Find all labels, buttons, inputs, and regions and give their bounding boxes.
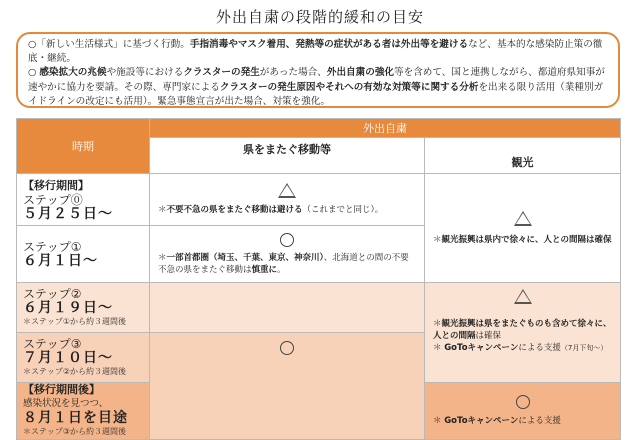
tourism-date-note: （7月下旬～）: [560, 344, 608, 352]
period-date: ６月１日～: [23, 253, 98, 269]
tourism-text: [433, 342, 612, 354]
notice-text: など、基本的な感染防止策の徹底・継続。: [28, 39, 603, 65]
tourism-cell: [425, 174, 621, 283]
period-context: 感染状況を見つつ、: [23, 398, 109, 409]
header-tourism: [425, 138, 621, 174]
bullet: ＊: [433, 234, 442, 245]
tourism-text: [433, 318, 612, 342]
tourism-cell: [425, 383, 621, 440]
period-tag: 【移行期間後】: [23, 383, 100, 396]
cross-cell: [150, 226, 425, 283]
cross-cell: [150, 174, 425, 226]
period-cell: [17, 333, 150, 383]
tourism-cell: [425, 283, 621, 383]
period-date: ５月２５日～: [23, 205, 113, 222]
period-cell: [17, 174, 150, 226]
tourism-detail: による支援: [518, 343, 561, 353]
tourism-emphasis: GoToキャンペーン: [444, 343, 519, 353]
tourism-emphasis: GoToキャンペーン: [444, 416, 519, 426]
notice-text: があった場合、: [259, 67, 327, 79]
header-cross-label: 県をまたぐ移動等: [243, 143, 331, 156]
period-date: ６月１９日～: [23, 299, 113, 316]
cross-detail: 。: [277, 264, 286, 275]
table-row: [17, 283, 621, 333]
tourism-text: [433, 415, 612, 427]
header-period: 時期: [17, 119, 150, 174]
tourism-emphasis: 観光振興は県をまたぐものも含めて徐々に、人との間隔: [433, 319, 612, 341]
period-step: ステップ②: [23, 286, 82, 301]
period-cell: [17, 226, 150, 283]
cross-text: [158, 204, 416, 216]
cross-text: [158, 252, 416, 276]
notice-text: ○: [28, 67, 40, 79]
notice-emphasis: 感染拡大の兆候: [39, 67, 107, 79]
phase-table: [16, 118, 621, 440]
cross-emphasis: 不要不急の県をまたぐ移動は避ける: [166, 205, 303, 215]
bullet: ＊: [433, 319, 442, 329]
notice-emphasis: 手指消毒やマスク着用、発熱等の症状がある者は外出等を避ける: [189, 39, 469, 50]
period-step: ステップ⓪: [23, 192, 83, 207]
period-step: ステップ③: [23, 336, 82, 351]
notice-line-1: [28, 38, 608, 66]
period-step: ステップ①: [23, 240, 82, 254]
notice-text: や施設等における: [106, 67, 184, 79]
tourism-detail: は確保: [475, 331, 502, 341]
period-tag: 【移行期間】: [23, 178, 89, 192]
notice-emphasis: クラスターの発生原因やそれへの有効な対策等に関する分析: [219, 81, 479, 93]
tourism-emphasis: 観光振興は県内で徐々に、人との間隔は確保: [441, 234, 612, 245]
tourism-detail: による支援: [518, 416, 561, 426]
triangle-symbol-icon: [514, 289, 532, 304]
bullet: ＊: [158, 205, 167, 215]
period-cell: [17, 283, 150, 333]
bullet: ＊: [433, 343, 445, 353]
bullet: ＊: [158, 252, 167, 263]
circle-symbol-icon: [516, 395, 530, 409]
period-date: ７月１０日～: [23, 349, 113, 366]
circle-symbol-icon: [280, 341, 294, 355]
notice-text: 等を含めて、国と連携しながら、都道府県知事が速やかに協力を要請。その際、専門家による: [28, 67, 605, 93]
notice-line-2: [28, 66, 608, 109]
notice-emphasis: クラスターの発生: [183, 67, 260, 79]
period-note: ＊ステップ②から約３週間後: [23, 366, 127, 376]
notice-text: を出来る限り活用（業種別ガイドラインの改定にも活用）。緊急事態宣言が出た場合、対策を強化。: [28, 81, 604, 107]
notice-emphasis: 外出自粛の強化: [326, 67, 395, 79]
cross-cell: [150, 283, 425, 333]
page-title: 外出自粛の段階的緩和の目安: [215, 8, 424, 26]
tourism-text: [433, 234, 612, 246]
period-note: ＊ステップ①から約３週間後: [23, 316, 127, 326]
cross-cell: [150, 333, 425, 440]
header-cross-prefecture: [150, 138, 425, 174]
triangle-symbol-icon: [514, 211, 532, 226]
bullet: ＊: [433, 416, 445, 426]
header-outing-restraint: 外出自粛: [150, 119, 621, 138]
cross-detail: 、北海道との間の不要不急の県をまたぐ移動は: [158, 252, 409, 275]
period-note: ＊ステップ③から約３週間後: [23, 427, 127, 436]
triangle-symbol-icon: [278, 183, 296, 198]
cross-emphasis: 一部首都圏（埼玉、千葉、東京、神奈川）: [166, 252, 324, 263]
period-date: ８月１日を目途: [23, 410, 128, 426]
table-row: [17, 174, 621, 226]
cross-emphasis: 慎重に: [251, 264, 278, 275]
cross-detail: （これまでと同じ）。: [302, 205, 384, 215]
header-tourism-label: 観光: [511, 156, 534, 169]
notice-text: ○「新しい生活様式」に基づく行動。: [28, 39, 190, 50]
period-cell: [17, 383, 150, 440]
circle-symbol-icon: [280, 233, 294, 247]
notice-box: [16, 32, 620, 108]
